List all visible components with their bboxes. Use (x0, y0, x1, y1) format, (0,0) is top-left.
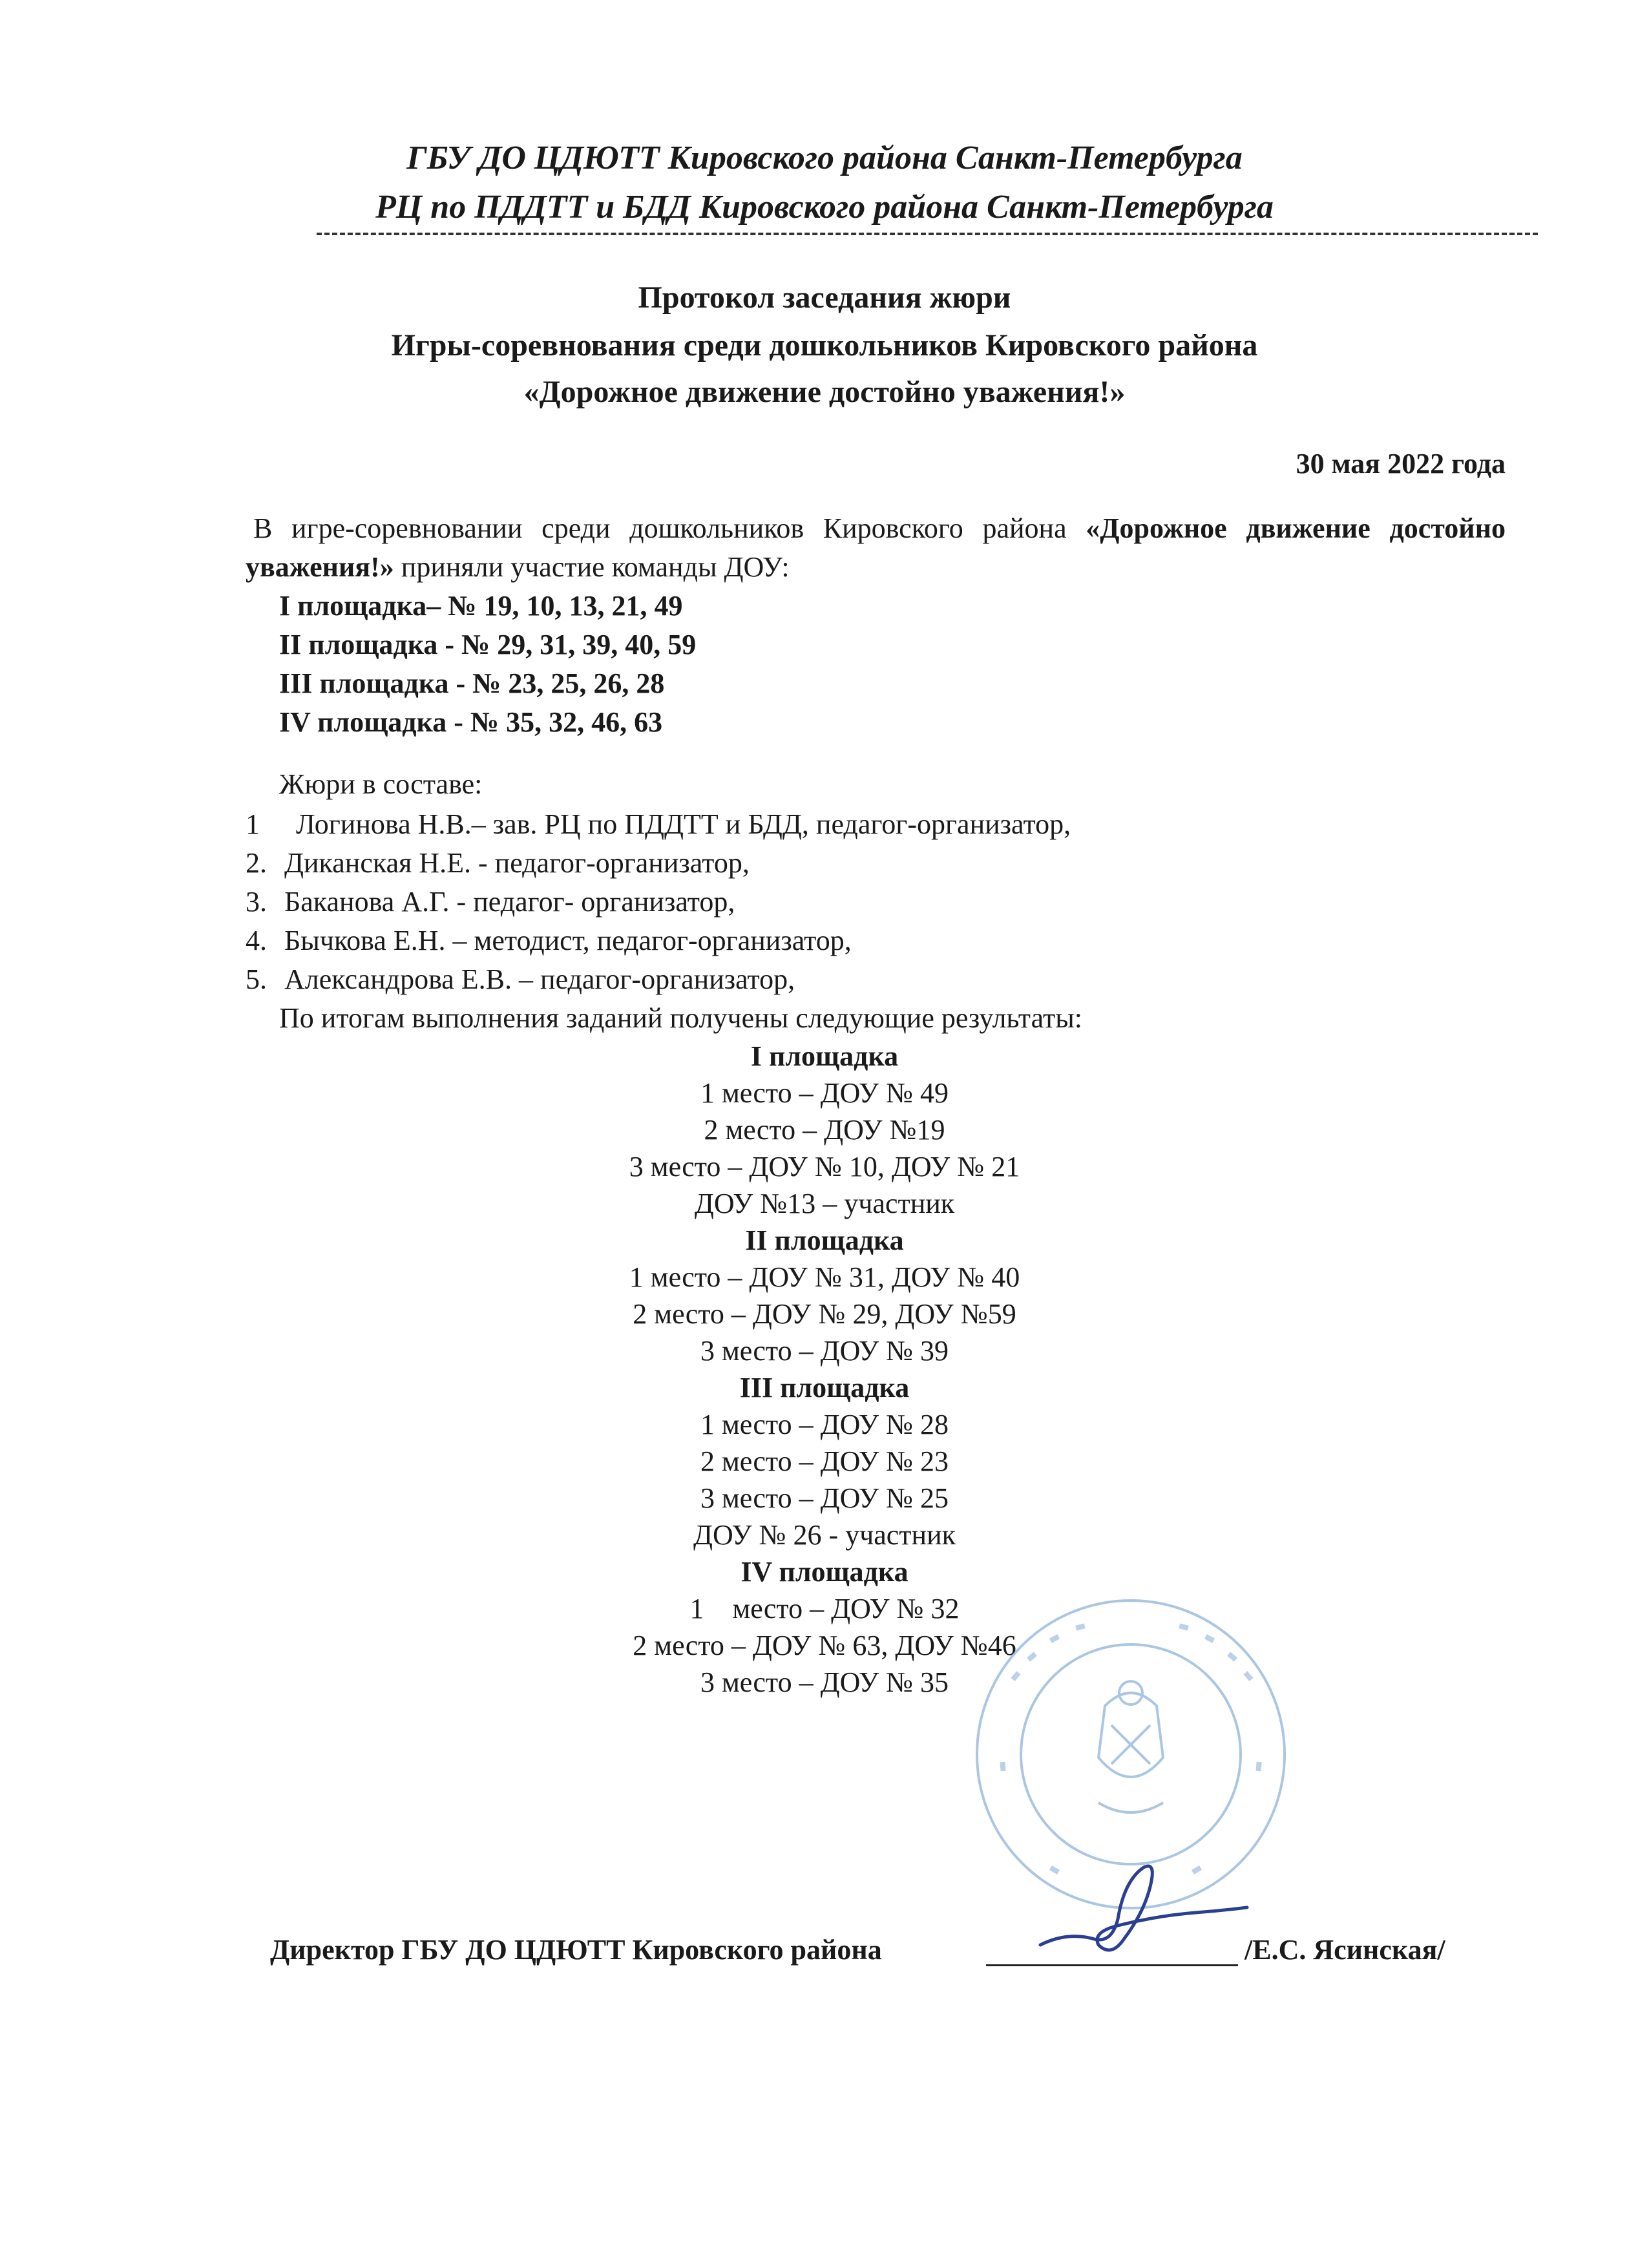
signature-line (986, 1964, 1238, 1966)
event-name: «Дорожное движение достойно уважения!» (523, 375, 1126, 409)
header-organization-line: ГБУ ДО ЦДЮТТ Кировского района Санкт-Петербурга (406, 140, 1243, 176)
results-site-title: IV площадка (740, 1556, 909, 1588)
jury-member-text: Диканская Н.Е. - педагог-организатор, (284, 847, 750, 879)
intro-text: В игре-соревновании среди дошкольников Кировского района (253, 512, 1086, 544)
results-site-title: III площадка (739, 1372, 910, 1403)
intro-paragraph (246, 509, 1506, 587)
result-line: 2 место – ДОУ № 29, ДОУ №59 (633, 1298, 1016, 1330)
results-list (0, 1038, 1649, 1701)
jury-member (246, 805, 1071, 844)
jury-member-text: Бычкова Е.Н. – методист, педагог-организатор, (284, 925, 852, 956)
result-line: 3 место – ДОУ № 10, ДОУ № 21 (629, 1151, 1020, 1182)
site-entry: I площадка– № 19, 10, 13, 21, 49 (279, 590, 683, 622)
director-signature (1034, 1848, 1254, 1977)
result-line: 3 место – ДОУ № 35 (700, 1666, 949, 1698)
jury-member-number: 1 (246, 808, 260, 840)
site-entry: III площадка - № 23, 25, 26, 28 (279, 667, 665, 699)
document-date: 30 мая 2022 года (1296, 448, 1506, 479)
results-site-title: II площадка (745, 1224, 904, 1256)
result-line: 2 место – ДОУ № 23 (700, 1445, 949, 1477)
results-heading: По итогам выполнения заданий получены следующие результаты: (279, 1002, 1082, 1034)
jury-member (246, 844, 1071, 883)
jury-member-text: Логинова Н.В.– зав. РЦ по ПДДТТ и БДД, педагог-организатор, (296, 808, 1071, 840)
result-line: 3 место – ДОУ № 39 (700, 1335, 949, 1367)
result-line: 1 место – ДОУ № 32 (689, 1593, 960, 1624)
header-divider (317, 233, 1538, 235)
jury-member (246, 960, 1071, 999)
header-center-line: РЦ по ПДДТТ и БДД Кировского района Санкт-Петербурга (375, 189, 1274, 226)
intro-event-name: «Дорожное движение достойно уважения!» (246, 512, 1506, 583)
sites-list (279, 587, 696, 742)
document-subtitle: Игры-соревнования среди дошкольников Кировского района (391, 328, 1258, 362)
signoff-position: Директор ГБУ ДО ЦДЮТТ Кировского района (270, 1934, 882, 1966)
jury-member (246, 921, 1071, 960)
result-line: ДОУ №13 – участник (694, 1188, 955, 1219)
result-line: 2 место – ДОУ №19 (704, 1114, 945, 1146)
result-line: 1 место – ДОУ № 49 (700, 1077, 949, 1109)
results-site-title: I площадка (750, 1040, 899, 1072)
site-entry: IV площадка - № 35, 32, 46, 63 (279, 706, 663, 738)
jury-member-number: 4. (246, 925, 267, 956)
site-entry: II площадка - № 29, 31, 39, 40, 59 (279, 629, 697, 660)
result-line: 1 место – ДОУ № 28 (700, 1409, 949, 1440)
jury-member (246, 883, 1071, 921)
result-line: 3 место – ДОУ № 25 (700, 1482, 949, 1514)
result-line: 2 место – ДОУ № 63, ДОУ №46 (633, 1630, 1016, 1661)
jury-member-number: 3. (246, 886, 267, 918)
jury-member-number: 2. (246, 847, 267, 879)
jury-member-text: Александрова Е.В. – педагог-организатор, (284, 963, 795, 995)
signoff-name: /Е.С. Ясинская/ (1245, 1934, 1445, 1966)
intro-text-end: приняли участие команды ДОУ: (394, 551, 790, 583)
jury-member-number: 5. (246, 963, 267, 995)
jury-heading: Жюри в составе: (279, 768, 483, 800)
result-line: 1 место – ДОУ № 31, ДОУ № 40 (629, 1261, 1020, 1293)
result-line: ДОУ № 26 - участник (693, 1519, 956, 1551)
jury-list (246, 805, 1071, 999)
jury-member-text: Баканова А.Г. - педагог- организатор, (284, 886, 735, 918)
document-title: Протокол заседания жюри (638, 280, 1011, 315)
